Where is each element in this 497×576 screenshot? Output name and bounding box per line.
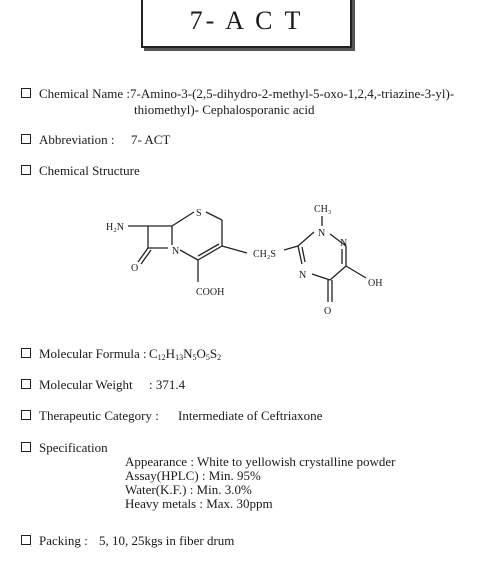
amine-label: H₂N <box>106 222 124 233</box>
specification-label: Specification <box>39 440 108 455</box>
ketone-oxygen-label: O <box>324 306 332 317</box>
spec-appearance: Appearance : White to yellowish crystalline powder <box>125 454 396 469</box>
therapeutic-category-value: Intermediate of Ceftriaxone <box>178 408 323 423</box>
therapeutic-category-label: Therapeutic Category : <box>39 408 159 423</box>
ring-sulfur-label: S <box>196 208 202 219</box>
molecular-formula-value: $C_{12}H_{13}N_5O_5S_2$ <box>149 346 222 362</box>
triazine-n2-label: N <box>340 238 348 249</box>
molecular-formula-label: Molecular Formula : <box>39 346 147 361</box>
checkbox-icon <box>21 410 31 420</box>
carbonyl-oxygen-label: O <box>131 263 139 274</box>
hydroxyl-label: OH <box>368 278 383 289</box>
methyl-label: CH₃ <box>314 204 332 215</box>
checkbox-icon <box>21 88 31 98</box>
triazine-n3-label: N <box>299 270 307 281</box>
checkbox-icon <box>21 165 31 175</box>
chemical-name-line1: 7-Amino-3-(2,5-dihydro-2-methyl-5-oxo-1,2,4,-triazine-3-yl)- <box>130 86 455 101</box>
spec-assay: Assay(HPLC) : Min. 95% <box>125 468 261 483</box>
page-title: 7- A C T <box>141 0 352 48</box>
carboxyl-label: COOH <box>196 287 225 298</box>
ring-nitrogen-label: N <box>172 246 180 257</box>
spec-heavy-metals: Heavy metals : Max. 30ppm <box>125 496 273 511</box>
molecular-weight-label: Molecular Weight <box>39 377 133 392</box>
checkbox-icon <box>21 379 31 389</box>
chemical-name-label: Chemical Name : <box>39 86 130 101</box>
abbreviation-value: 7- ACT <box>131 132 171 147</box>
molecular-weight-value: : 371.4 <box>149 377 186 392</box>
chemical-name-line2: thiomethyl)- Cephalosporanic acid <box>134 102 315 117</box>
triazine-n1-label: N <box>318 228 326 239</box>
checkbox-icon <box>21 348 31 358</box>
chemical-structure-heading: Chemical Structure <box>39 163 140 178</box>
abbreviation-label: Abbreviation : <box>39 132 115 147</box>
packing-value: 5, 10, 25kgs in fiber drum <box>99 533 235 548</box>
chemical-structure-diagram <box>0 190 497 330</box>
spec-water: Water(K.F.) : Min. 3.0% <box>125 482 252 497</box>
linker-label: CH₂S <box>253 249 276 260</box>
checkbox-icon <box>21 442 31 452</box>
checkbox-icon <box>21 134 31 144</box>
checkbox-icon <box>21 535 31 545</box>
packing-label: Packing : <box>39 533 88 548</box>
